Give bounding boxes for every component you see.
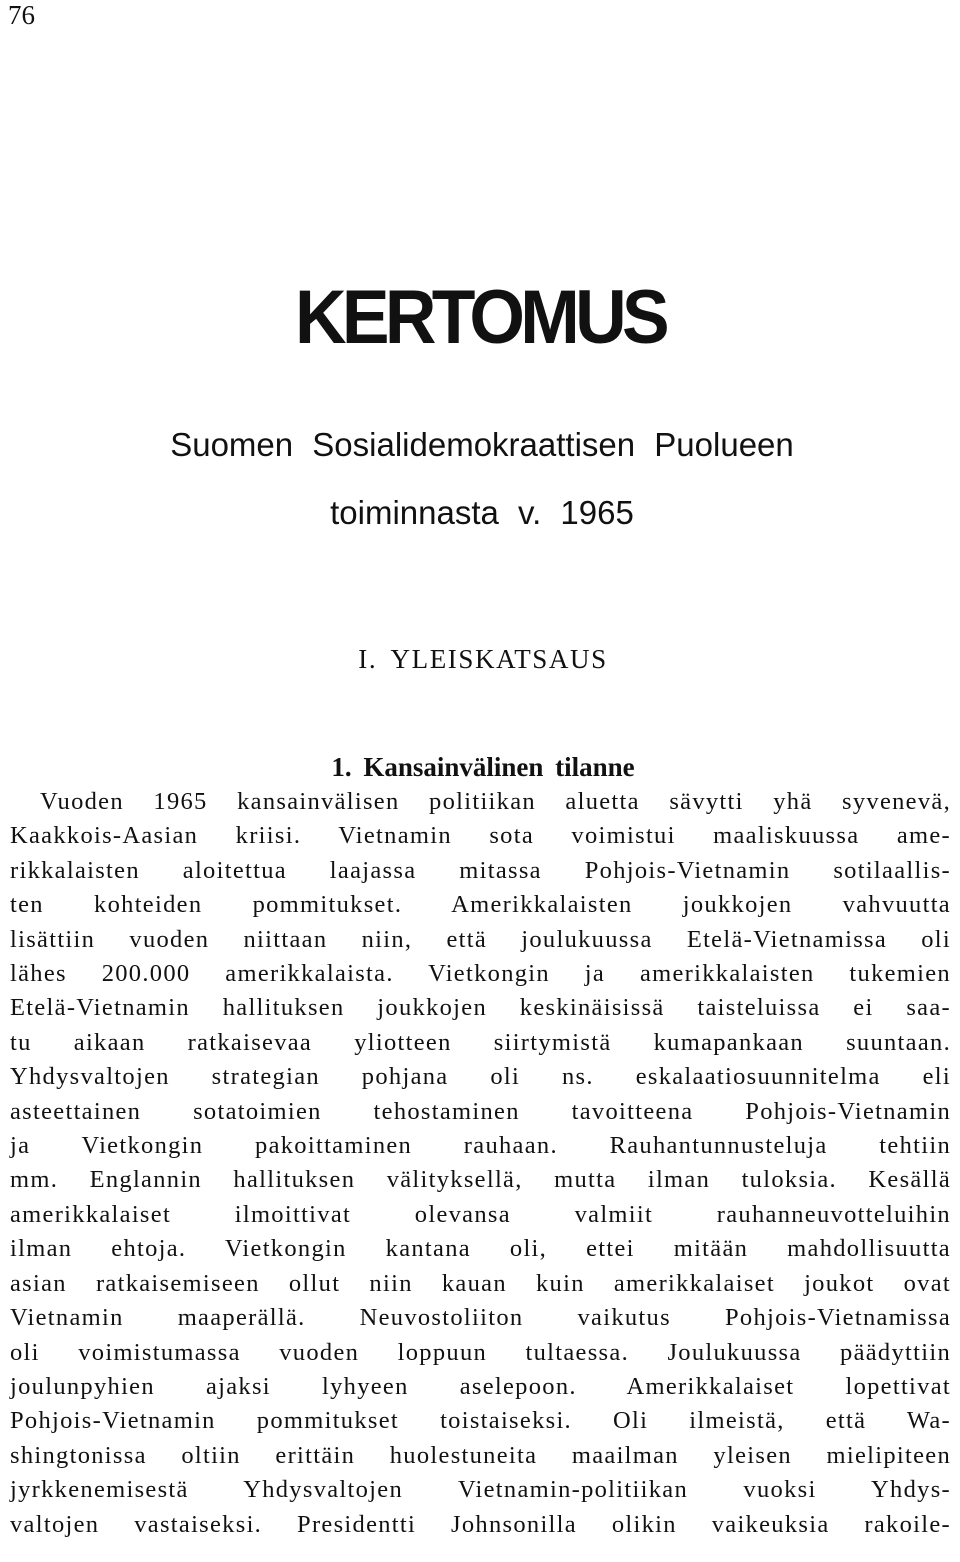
body-line: ilman ehtoja. Vietkongin kantana oli, ettei mitään mahdollisuutta (10, 1235, 951, 1263)
body-line: oli voimistumassa vuoden loppuun tultaessa. Joulukuussa päädyttiin (10, 1338, 951, 1366)
body-line: Vuoden 1965 kansainvälisen politiikan aluetta sävytti yhä syvenevä, (40, 788, 951, 815)
body-line: lähes 200.000 amerikkalaista. Vietkongin ja amerikkalaisten tukemien (10, 960, 951, 988)
body-line: rikkalaisten aloitettua laajassa mitassa Pohjois-Vietnamin sotilaallis- (10, 856, 951, 884)
body-line: joulunpyhien ajaksi lyhyeen aselepoon. Amerikkalaiset lopettivat (10, 1372, 951, 1400)
subtitle-line-2: toiminnasta v. 1965 (330, 494, 634, 531)
body-line: Yhdysvaltojen strategian pohjana oli ns. eskalaatiosuunnitelma eli (10, 1063, 951, 1091)
body-line: ja Vietkongin pakoittaminen rauhaan. Rauhantunnusteluja tehtiin (10, 1132, 951, 1160)
document-title: KERTOMUS (295, 275, 665, 360)
body-line: mm. Englannin hallituksen välityksellä, mutta ilman tuloksia. Kesällä (10, 1166, 951, 1194)
subtitle-line-1: Suomen Sosialidemokraattisen Puolueen (170, 426, 794, 463)
body-line: Vietnamin maaperällä. Neuvostoliiton vaikutus Pohjois-Vietnamissa (10, 1304, 951, 1332)
body-line: valtojen vastaiseksi. Presidentti Johnsonilla olikin vaikeuksia rakoile- (10, 1510, 951, 1538)
body-line: Pohjois-Vietnamin pommitukset toistaiseksi. Oli ilmeistä, että Wa- (10, 1407, 951, 1435)
body-line: shingtonissa oltiin erittäin huolestuneita maailman yleisen mielipiteen (10, 1441, 951, 1469)
body-line: tu aikaan ratkaisevaa yliotteen siirtymistä kumapankaan suuntaan. (10, 1028, 951, 1056)
body-line: asteettainen sotatoimien tehostaminen tavoitteena Pohjois-Vietnamin (10, 1097, 951, 1125)
body-line: Etelä-Vietnamin hallituksen joukkojen keskinäisissä taisteluissa ei saa- (10, 994, 951, 1022)
body-line: amerikkalaiset ilmoittivat olevansa valmiit rauhanneuvotteluihin (10, 1200, 951, 1228)
body-line: ten kohteiden pommitukset. Amerikkalaisten joukkojen vahvuutta (10, 891, 951, 919)
section-heading: I. YLEISKATSAUS (358, 644, 608, 674)
subsection-heading: 1. Kansainvälinen tilanne (331, 752, 635, 782)
body-line: jyrkkenemisestä Yhdysvaltojen Vietnamin-politiikan vuoksi Yhdys- (10, 1476, 951, 1504)
body-line: Kaakkois-Aasian kriisi. Vietnamin sota voimistui maaliskuussa ame- (10, 822, 951, 850)
body-line: asian ratkaisemiseen ollut niin kauan kuin amerikkalaiset joukot ovat (10, 1269, 951, 1297)
body-paragraph (10, 785, 951, 1542)
page-number: 76 (8, 0, 35, 30)
body-line: lisättiin vuoden niittaan niin, että joulukuussa Etelä-Vietnamissa oli (10, 925, 951, 953)
